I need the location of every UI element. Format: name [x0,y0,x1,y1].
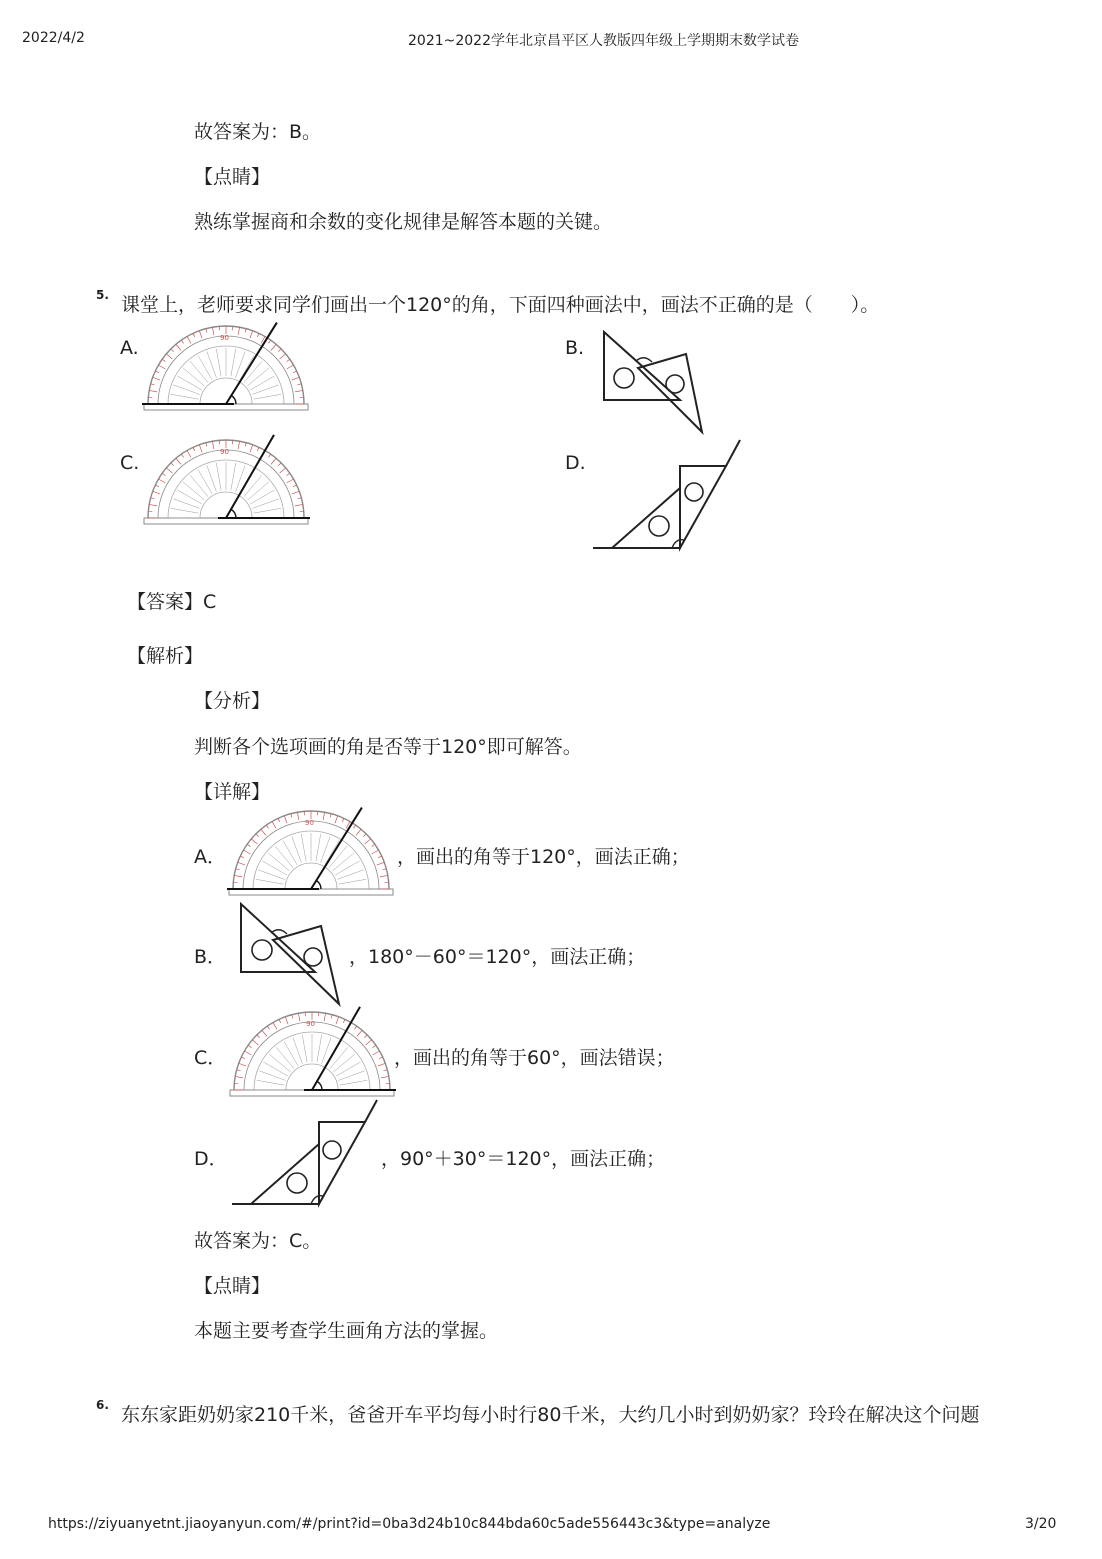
footer-url: https://ziyuanyetnt.jiaoyanyun.com/#/print?id=0ba3d24b10c844bda60c5ade556443c3&type=analyze [48,1516,771,1532]
prev-highlight-label: 【点睛】 [194,166,271,188]
svg-text:90: 90 [220,448,229,456]
option-a-label: A. [120,337,139,359]
detail-a-text: ，画出的角等于120°，画法正确； [397,846,690,868]
question-number: 5. [96,288,109,302]
detail-d-text: ，90°＋30°＝120°，画法正确； [381,1148,666,1170]
detail-c-text: ，画出的角等于60°，画法错误； [394,1047,675,1069]
fenxi-text: 判断各个选项画的角是否等于120°即可解答。 [194,736,582,758]
footer-page: 3/20 [1025,1516,1057,1532]
option-b-label: B. [565,337,585,359]
highlight-text: 本题主要考查学生画角方法的掌握。 [194,1320,499,1342]
detail-d-label: D． [194,1148,228,1170]
highlight-label: 【点睛】 [194,1275,271,1297]
detail-b-text: ，180°－60°＝120°，画法正确； [349,946,646,968]
detail-c-label: C． [194,1047,227,1069]
option-a-protractor-figure [140,322,312,412]
option-d-triangles-figure [590,438,745,553]
detail-c-protractor-figure [226,1008,398,1098]
question-6-number: 6. [96,1398,109,1412]
detail-a-label: A． [194,846,226,868]
prev-conclusion: 故答案为：B。 [194,121,322,143]
detail-d-triangles-figure [229,1098,384,1210]
question-6-stem: 东东家距奶奶家210千米，爸爸开车平均每小时行80千米，大约几小时到奶奶家？玲玲在解决这个问题 [121,1404,980,1426]
option-d-label: D. [565,452,586,474]
option-b-triangles-figure [600,328,710,438]
conclusion: 故答案为：C。 [194,1230,322,1252]
option-c-label: C. [120,452,140,474]
answer-label [127,587,216,614]
answer-label-text: 【答案】 [127,591,204,613]
answer-value: C [203,591,217,613]
header-date: 2022/4/2 [22,30,85,46]
option-c-protractor-figure [140,436,312,526]
question-stem: 课堂上，老师要求同学们画出一个120°的角，下面四种画法中，画法不正确的是（ ）。 [121,294,880,316]
prev-highlight-text: 熟练掌握商和余数的变化规律是解答本题的关键。 [194,211,613,233]
detail-b-label: B． [194,946,227,968]
fenxi-label: 【分析】 [194,690,271,712]
analysis-label: 【解析】 [127,645,204,667]
header-title: 2021~2022学年北京昌平区人教版四年级上学期期末数学试卷 [408,33,799,49]
detail-label: 【详解】 [194,781,271,803]
detail-a-protractor-figure [225,807,397,897]
detail-b-triangles-figure [237,902,347,1012]
svg-text:90: 90 [305,819,314,827]
svg-text:90: 90 [306,1020,315,1028]
svg-text:90: 90 [220,334,229,342]
